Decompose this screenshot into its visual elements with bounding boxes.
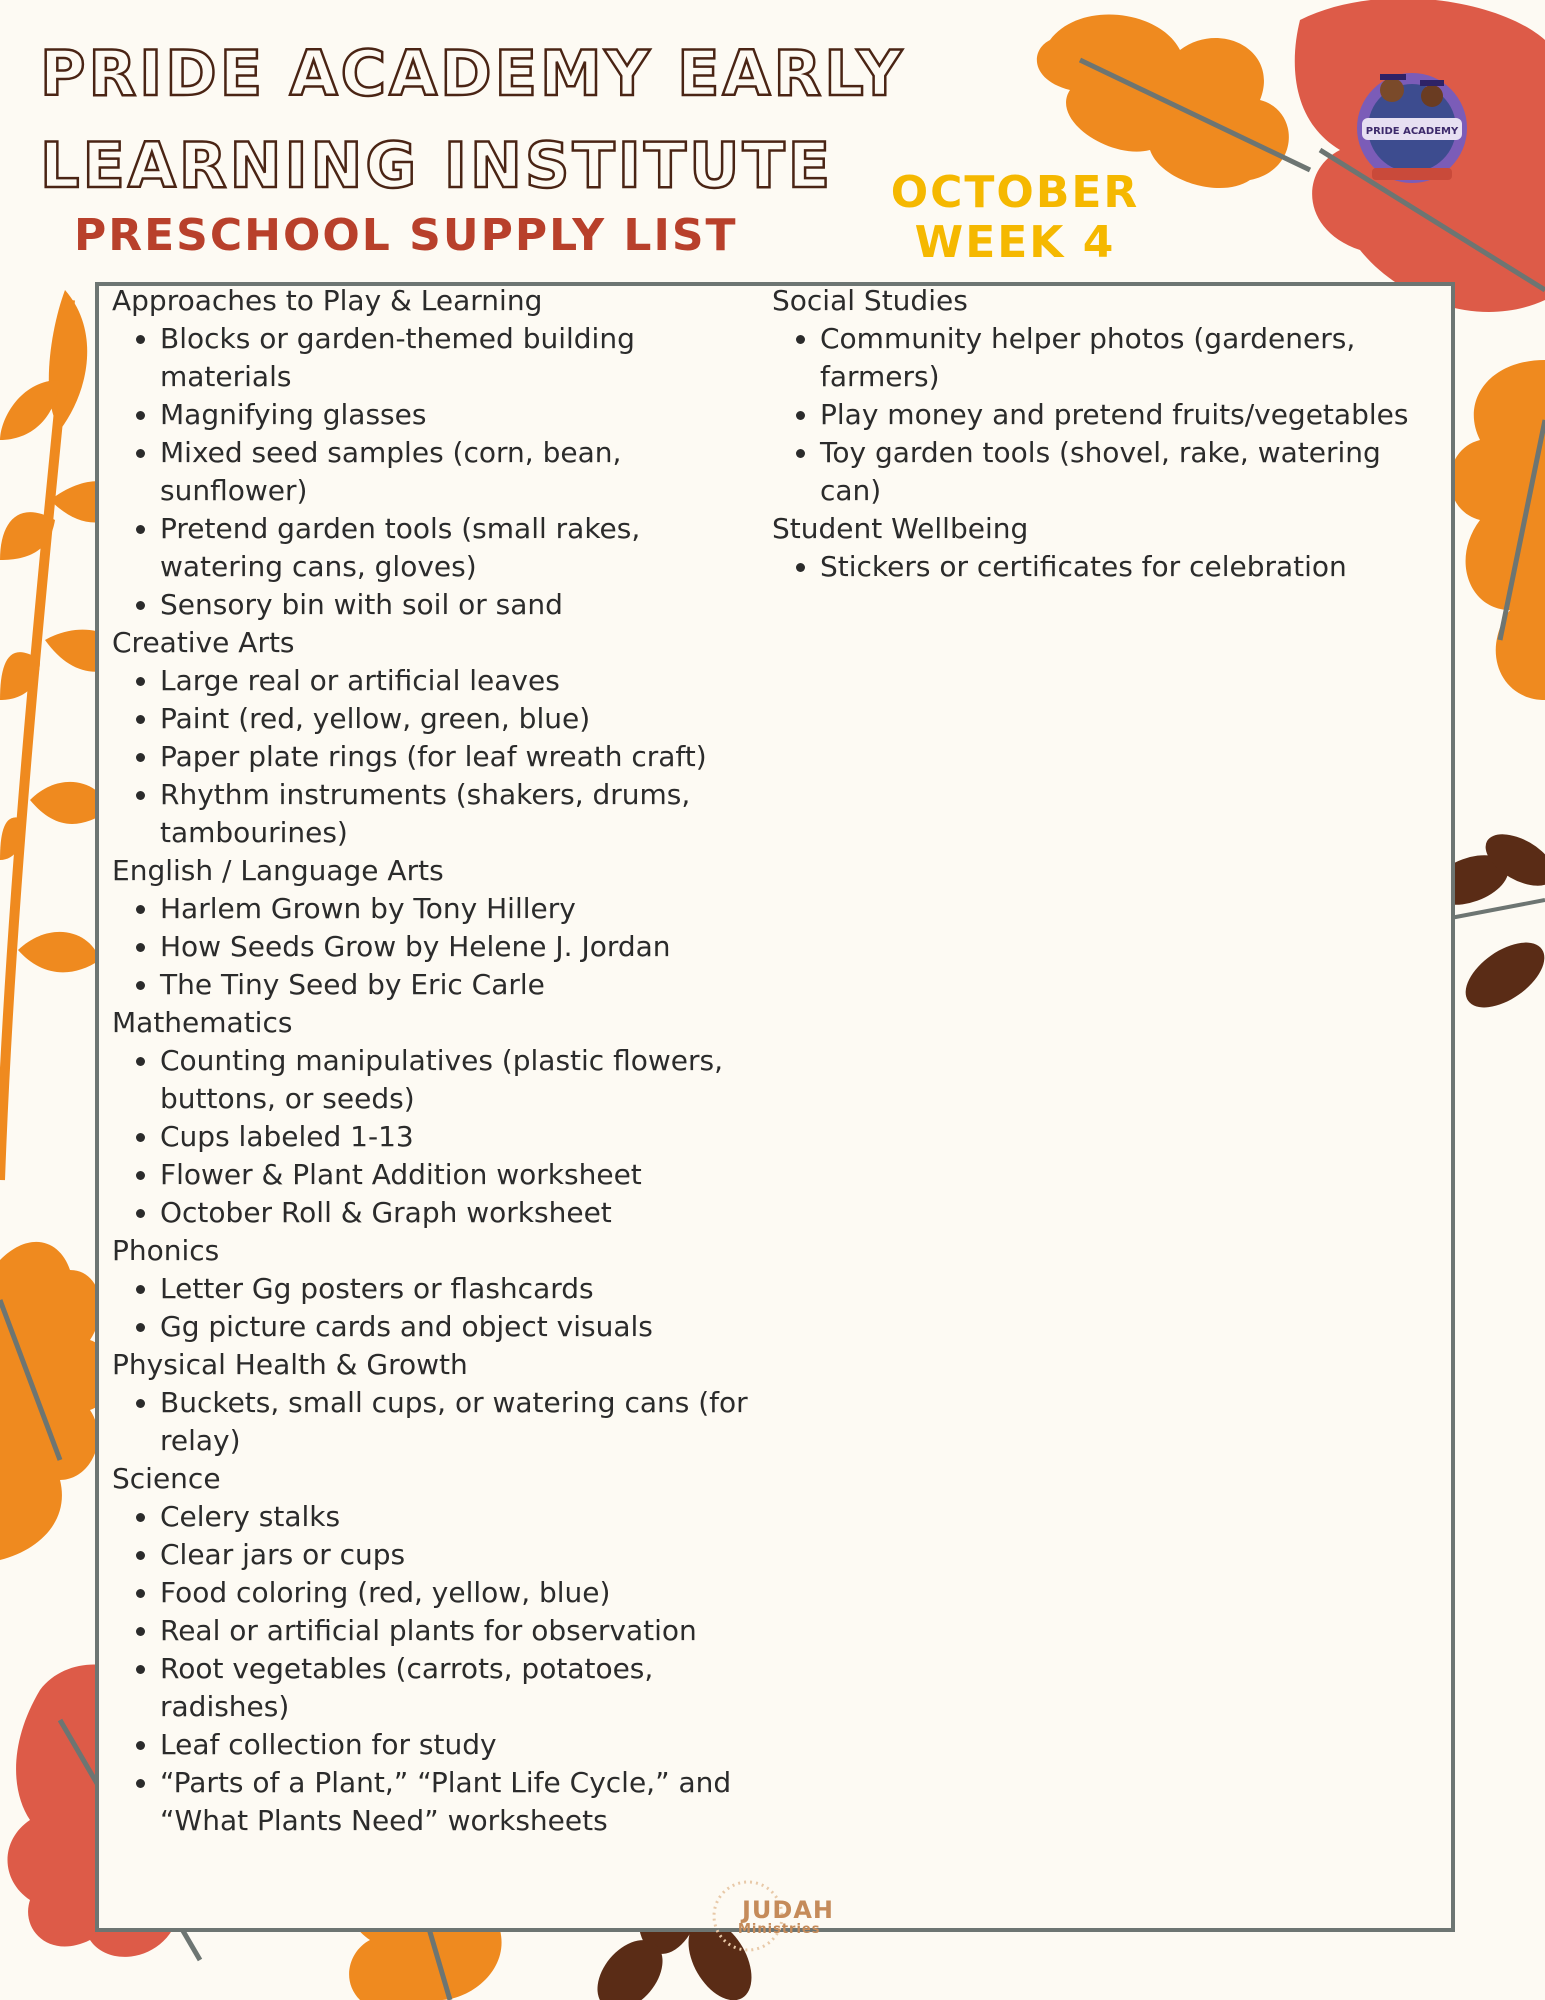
list-item: • Toy garden tools (shovel, rake, watering can) — [820, 434, 1440, 510]
supply-list — [772, 548, 1440, 586]
supply-list — [112, 890, 772, 1004]
supply-list — [112, 1270, 772, 1346]
list-item: • Real or artificial plants for observation — [160, 1612, 772, 1650]
section-heading: Social Studies — [772, 284, 968, 317]
list-item: • Rhythm instruments (shakers, drums, tambourines) — [160, 776, 772, 852]
right-orange-oak-leaf-icon — [1450, 360, 1545, 700]
week-number: WEEK 4 — [914, 217, 1116, 268]
list-item: • Letter Gg posters or flashcards — [160, 1270, 772, 1308]
list-item: • Root vegetables (carrots, potatoes, radishes) — [160, 1650, 772, 1726]
list-item: • Counting manipulatives (plastic flowers, buttons, or seeds) — [160, 1042, 772, 1118]
list-item: • Cups labeled 1-13 — [160, 1118, 772, 1156]
list-item: • Pretend garden tools (small rakes, watering cans, gloves) — [160, 510, 772, 586]
list-item: • Sensory bin with soil or sand — [160, 586, 772, 624]
supply-list — [112, 1042, 772, 1232]
list-item: • Community helper photos (gardeners, farmers) — [820, 320, 1440, 396]
list-item: • Buckets, small cups, or watering cans (for relay) — [160, 1384, 772, 1460]
page-title: PRIDE ACADEMY EARLY LEARNING INSTITUTE — [40, 37, 905, 202]
footer-brand: JUDAH — [742, 1896, 834, 1924]
section-heading: Phonics — [112, 1234, 220, 1267]
left-column — [112, 282, 772, 1840]
section-heading: Physical Health & Growth — [112, 1348, 468, 1381]
section-heading: English / Language Arts — [112, 854, 444, 887]
list-item: • Food coloring (red, yellow, blue) — [160, 1574, 772, 1612]
section-heading: Science — [112, 1462, 221, 1495]
list-item: • Play money and pretend fruits/vegetables — [820, 396, 1440, 434]
list-item: • October Roll & Graph worksheet — [160, 1194, 772, 1232]
logo-text: PRIDE ACADEMY — [1365, 126, 1459, 137]
list-item: • How Seeds Grow by Helene J. Jordan — [160, 928, 772, 966]
week-month: OCTOBER — [890, 167, 1140, 218]
list-item: • Stickers or certificates for celebration — [820, 548, 1440, 586]
supply-list — [772, 320, 1440, 510]
supply-list — [112, 1384, 772, 1460]
list-item: • Clear jars or cups — [160, 1536, 772, 1574]
orange-oak-leaf-icon — [1037, 15, 1310, 189]
list-item: • Celery stalks — [160, 1498, 772, 1536]
section-heading: Creative Arts — [112, 626, 295, 659]
list-item: • Magnifying glasses — [160, 396, 772, 434]
list-item: • Harlem Grown by Tony Hillery — [160, 890, 772, 928]
right-column — [772, 282, 1440, 586]
list-item: • Mixed seed samples (corn, bean, sunflower) — [160, 434, 772, 510]
list-item: • Blocks or garden-themed building materials — [160, 320, 772, 396]
list-item: • Large real or artificial leaves — [160, 662, 772, 700]
list-item: • Gg picture cards and object visuals — [160, 1308, 772, 1346]
supply-list — [112, 320, 772, 624]
page-subtitle: PRESCHOOL SUPPLY LIST — [74, 210, 738, 261]
footer-brand-sub: Ministries — [738, 1922, 821, 1937]
section-heading: Approaches to Play & Learning — [112, 284, 543, 317]
list-item: • Leaf collection for study — [160, 1726, 772, 1764]
list-item: • Flower & Plant Addition worksheet — [160, 1156, 772, 1194]
list-item: • Paint (red, yellow, green, blue) — [160, 700, 772, 738]
list-item: • Paper plate rings (for leaf wreath craft) — [160, 738, 772, 776]
list-item: • “Parts of a Plant,” “Plant Life Cycle,” and “What Plants Need” worksheets — [160, 1764, 772, 1840]
supply-list — [112, 662, 772, 852]
section-heading: Student Wellbeing — [772, 512, 1029, 545]
section-heading: Mathematics — [112, 1006, 293, 1039]
list-item: • The Tiny Seed by Eric Carle — [160, 966, 772, 1004]
pride-academy-logo-icon — [1342, 48, 1482, 198]
week-label — [880, 168, 1150, 268]
supply-list — [112, 1498, 772, 1840]
